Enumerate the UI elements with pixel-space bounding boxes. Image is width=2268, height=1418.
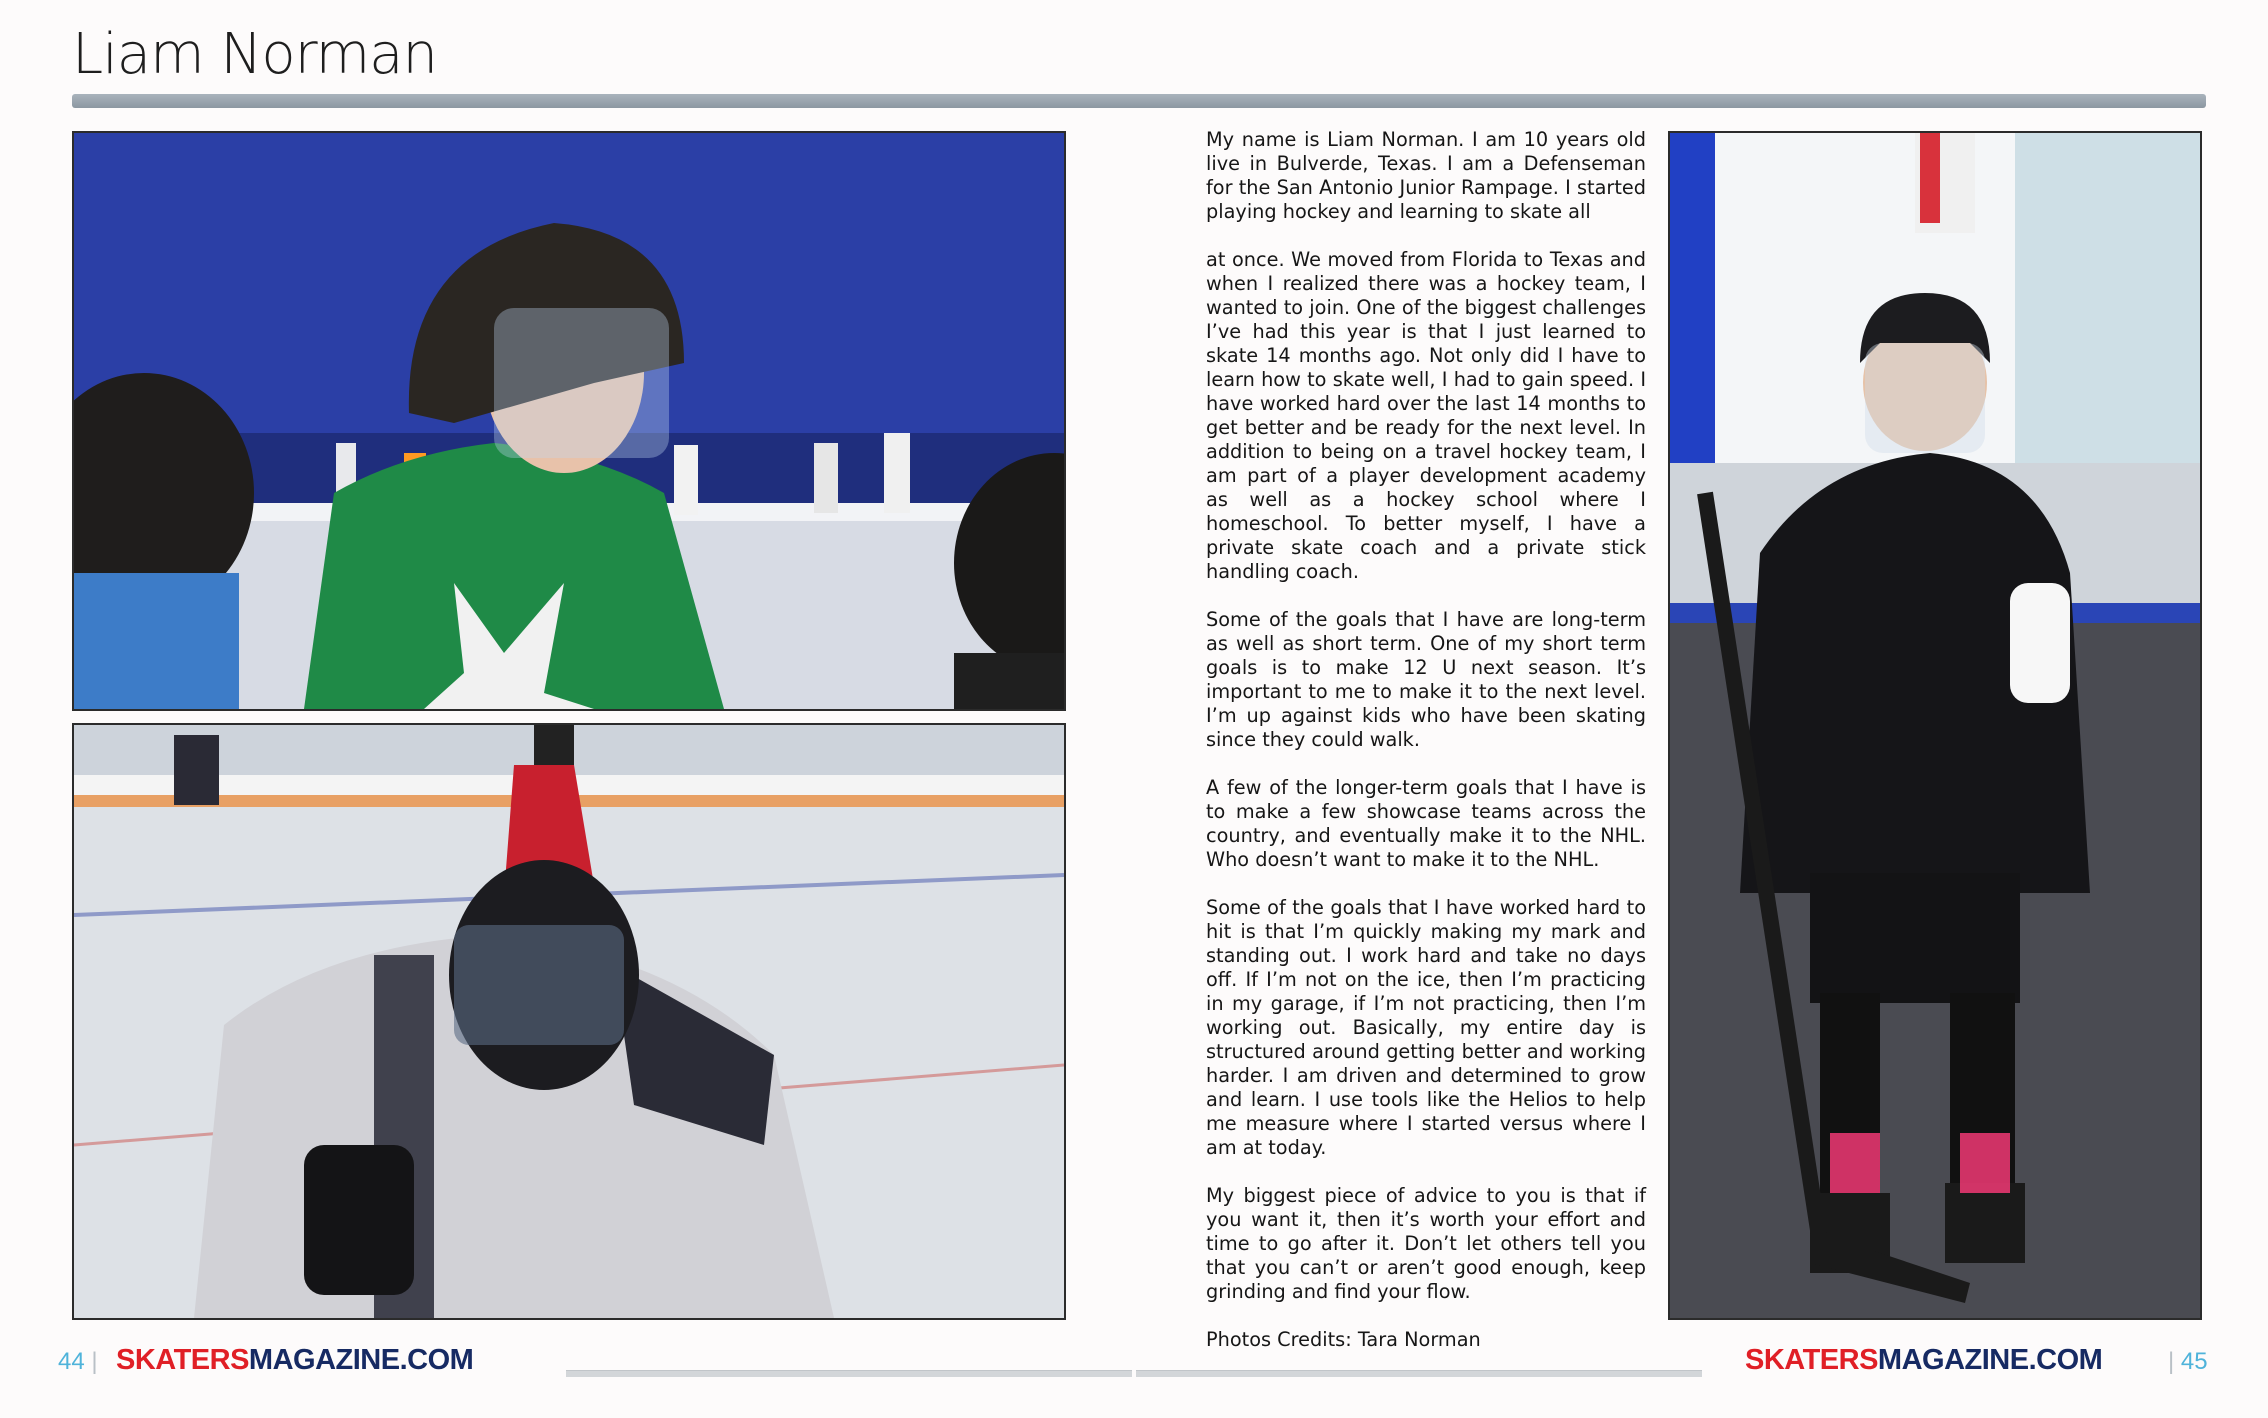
article-paragraph-6: My biggest piece of advice to you is that if you want it, then it’s worth your effort and time to go after it. Don’t let others tell you that you can’t or aren’t good enough, keep grinding and find your flow. — [1206, 1184, 1646, 1303]
brand-left-part1: SKATERS — [116, 1344, 249, 1376]
brand-left-part2: MAGAZINE.COM — [248, 1344, 474, 1376]
right-page-number: 45 — [2180, 1348, 2208, 1375]
article-body — [1206, 128, 1646, 1376]
article-paragraph-5: Some of the goals that I have worked hard to hit is that I’m quickly making my mark and standing out. I work hard and take no days off. If I’m not on the ice, then I’m practicing in my garage, if I’m not practicing, then I’m working out. Basically, my entire day is structured around getting better and working harder. I am driven and determined to grow and learn. I use tools like the Helios to help me measure where I started versus where I am at today. — [1206, 896, 1646, 1159]
photo-credits: Photos Credits: Tara Norman — [1206, 1328, 1481, 1351]
photo-player-on-ice — [72, 723, 1066, 1320]
left-page-separator: | — [91, 1348, 98, 1375]
article-paragraph-1: My name is Liam Norman. I am 10 years old live in Bulverde, Texas. I am a Defenseman for the San Antonio Junior Rampage. I started playing hockey and learning to skate all — [1206, 128, 1646, 223]
footer-left-page — [58, 1348, 98, 1376]
right-page-separator: | — [2168, 1348, 2175, 1375]
footer-brand-left[interactable] — [116, 1344, 473, 1377]
article-paragraph-2: at once. We moved from Florida to Texas and when I realized there was a hockey team, I wanted to join. One of the biggest challenges I’ve had this year is that I just learned to skate 14 months ago. Not only did I have to learn how to skate well, I had to gain speed. I have worked hard over the last 14 months to get better and be ready for the next level. In addition to being on a travel hockey team, I am part of a player development academy as well as a hockey school where I homeschool. To better myself, I have a private skate coach and a private stick handling coach. — [1206, 248, 1646, 583]
brand-right-part1: SKATERS — [1745, 1344, 1878, 1376]
photo-player-full-gear — [1668, 131, 2202, 1320]
title-rule — [72, 94, 2206, 108]
article-paragraph-3: Some of the goals that I have are long-term as well as short term. One of my short term goals is to make 12 U next season. It’s important to me to make it to the next level. I’m up against kids who have been skating since they could walk. — [1206, 608, 1646, 751]
footer-rule-left — [566, 1370, 1132, 1377]
brand-right-part2: MAGAZINE.COM — [1877, 1344, 2103, 1376]
footer-rule-right — [1136, 1370, 1702, 1377]
footer-brand-right[interactable] — [1745, 1344, 2102, 1377]
footer-right-page — [2168, 1348, 2208, 1376]
photo-player-green-jersey — [72, 131, 1066, 711]
page-title: Liam Norman — [72, 22, 437, 87]
left-page-number: 44 — [58, 1348, 85, 1375]
article-paragraph-4: A few of the longer-term goals that I have is to make a few showcase teams across the country, and eventually make it to the NHL. Who doesn’t want to make it to the NHL. — [1206, 776, 1646, 871]
